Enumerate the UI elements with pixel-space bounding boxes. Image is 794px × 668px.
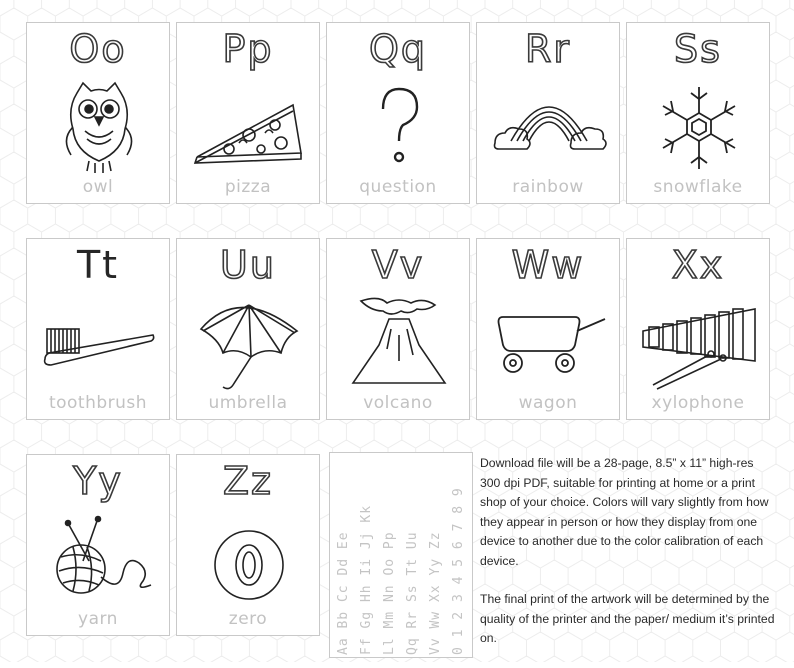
card-word: question	[359, 177, 437, 197]
letter-card-v	[326, 238, 470, 420]
letter-card-s	[626, 22, 770, 204]
card-letters: Oo	[69, 27, 127, 71]
owl-icon	[39, 79, 159, 179]
zero-icon	[189, 511, 309, 611]
letter-card-q	[326, 22, 470, 204]
card-word: volcano	[363, 393, 433, 413]
volcano-icon	[339, 295, 459, 395]
card-word: wagon	[518, 393, 578, 413]
card-letters: Vv	[371, 243, 425, 287]
description-paragraph: Download file will be a 28-page, 8.5” x 11” high-res 300 dpi PDF, suitable for printing at home or a print shop of your choice. Colors will vary slightly from how they appear in person or how they display from one device to another due to the color calibration of each device.	[480, 456, 769, 568]
letter-card-t	[26, 238, 170, 420]
letter-card-o	[26, 22, 170, 204]
alphabet-column: 0 1 2 3 4 5 6 7 8 9	[451, 487, 466, 655]
card-letters: Rr	[524, 27, 572, 71]
card-letters: Ss	[674, 27, 722, 71]
card-word: xylophone	[651, 393, 745, 413]
description-paragraph: The final print of the artwork will be determined by the quality of the printer and the paper/ medium it’s printed on.	[480, 592, 775, 645]
alphabet-column: Vv Ww Xx Yy Zz	[428, 531, 443, 655]
pizza-icon	[189, 79, 309, 179]
question-mark-icon	[339, 79, 459, 179]
letter-card-y	[26, 454, 170, 636]
alphabet-column: Aa Bb Cc Dd Ee	[336, 531, 351, 655]
letter-card-u	[176, 238, 320, 420]
card-letters: Pp	[222, 27, 274, 71]
letter-card-x	[626, 238, 770, 420]
letter-card-p	[176, 22, 320, 204]
card-letters: Uu	[220, 243, 276, 287]
toothbrush-icon	[39, 295, 159, 395]
alphabet-column: Ll Mm Nn Oo Pp	[382, 531, 397, 655]
card-word: umbrella	[208, 393, 288, 413]
xylophone-icon	[639, 295, 759, 395]
letter-card-r	[476, 22, 620, 204]
card-word: owl	[82, 177, 114, 197]
card-word: snowflake	[653, 177, 743, 197]
letter-card-z	[176, 454, 320, 636]
umbrella-icon	[189, 295, 309, 395]
alphabet-column: Ff Gg Hh Ii Jj Kk	[359, 504, 374, 655]
yarn-icon	[39, 511, 159, 611]
alphabet-reference-card	[329, 452, 473, 658]
card-letters: Tt	[76, 243, 120, 287]
card-letters: Ww	[511, 243, 585, 287]
letter-card-w	[476, 238, 620, 420]
card-letters: Zz	[223, 459, 273, 503]
card-word: pizza	[224, 177, 272, 197]
snowflake-icon	[639, 79, 759, 179]
card-word: zero	[228, 609, 268, 629]
product-description	[480, 454, 776, 668]
card-word: yarn	[78, 609, 118, 629]
rainbow-icon	[489, 79, 609, 179]
card-letters: Yy	[73, 459, 123, 503]
card-word: rainbow	[512, 177, 584, 197]
alphabet-column: Qq Rr Ss Tt Uu	[405, 531, 420, 655]
card-letters: Qq	[368, 27, 428, 71]
wagon-icon	[489, 295, 609, 395]
card-letters: Xx	[671, 243, 725, 287]
card-word: toothbrush	[48, 393, 148, 413]
